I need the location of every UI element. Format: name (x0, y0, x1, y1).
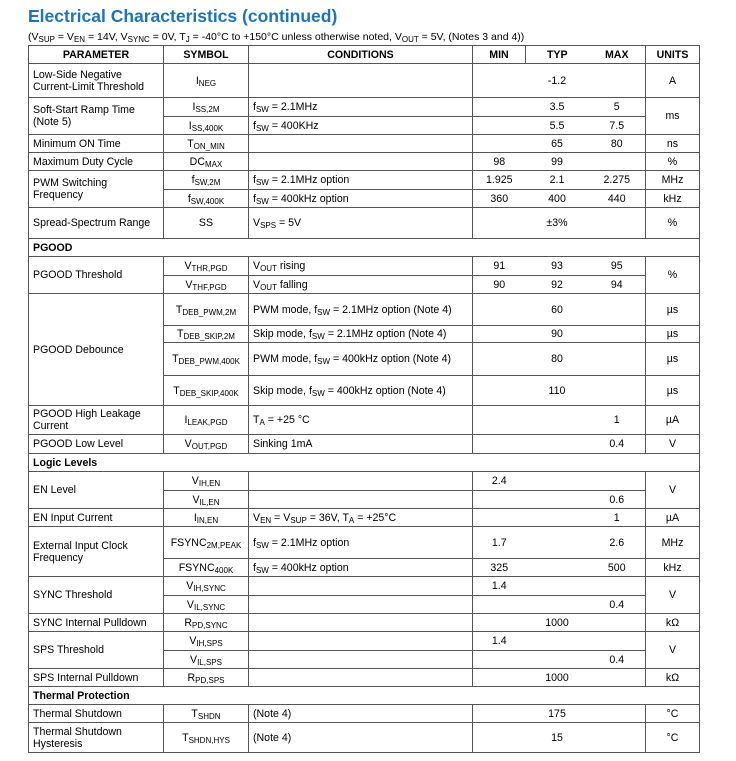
typ-cell: 110 (526, 376, 589, 406)
table-row (29, 257, 700, 276)
conditions-cell (249, 669, 473, 687)
min-cell (473, 98, 526, 117)
conditions-cell: Sinking 1mA (249, 435, 473, 454)
min-cell: 325 (473, 559, 526, 577)
typ-cell (526, 435, 589, 454)
section-heading: PGOOD (29, 239, 700, 257)
typ-cell: 99 (526, 153, 589, 171)
max-cell (589, 326, 646, 343)
max-cell: 0.6 (589, 491, 646, 509)
min-cell (473, 343, 526, 376)
conditions-cell: $V_{OUT}$ rising (249, 257, 473, 276)
min-cell (473, 376, 526, 406)
conditions-cell (249, 632, 473, 651)
parameter-cell: Soft-Start Ramp Time (Note 5) (29, 98, 164, 135)
symbol-cell: $T_{ON\_MIN}$ (164, 135, 249, 153)
conditions-cell: $V_{EN} = V_{SUP} = 36V$, $T_A = +25^\circ C$ (249, 509, 473, 527)
table-row (29, 527, 700, 559)
units-cell: µs (646, 294, 700, 326)
table-body (29, 64, 700, 753)
max-cell (589, 153, 646, 171)
units-cell: % (646, 153, 700, 171)
units-cell: V (646, 435, 700, 454)
typ-cell: 1000 (526, 669, 589, 687)
symbol-cell: $I_{LEAK,PGD}$ (164, 406, 249, 435)
parameter-cell: PGOOD Low Level (29, 435, 164, 454)
symbol-cell: $V_{IH,EN}$ (164, 472, 249, 491)
typ-cell (526, 472, 589, 491)
table-row (29, 171, 700, 190)
symbol-cell: $V_{IH,SPS}$ (164, 632, 249, 651)
units-cell: µA (646, 509, 700, 527)
parameter-cell: EN Level (29, 472, 164, 509)
max-cell (589, 376, 646, 406)
max-cell (589, 64, 646, 98)
units-cell: µs (646, 326, 700, 343)
units-cell: kHz (646, 559, 700, 577)
max-cell (589, 614, 646, 632)
conditions-cell: (Note 4) (249, 723, 473, 753)
symbol-cell: $V_{IH,SYNC}$ (164, 577, 249, 596)
conditions-cell: $f_{SW} = 2.1MHz$ option (249, 171, 473, 190)
min-cell (473, 491, 526, 509)
min-cell (473, 723, 526, 753)
max-cell: 1 (589, 509, 646, 527)
conditions-cell (249, 614, 473, 632)
typ-cell: -1.2 (526, 64, 589, 98)
conditions-cell (249, 135, 473, 153)
parameter-cell: PGOOD High Leakage Current (29, 406, 164, 435)
symbol-cell: $V_{THR,PGD}$ (164, 257, 249, 276)
typ-cell: 175 (526, 705, 589, 723)
max-cell: 2.6 (589, 527, 646, 559)
conditions-cell: $V_{OUT}$ falling (249, 276, 473, 294)
min-cell: 1.4 (473, 632, 526, 651)
parameter-cell: External Input Clock Frequency (29, 527, 164, 577)
parameter-cell: PGOOD Threshold (29, 257, 164, 294)
conditions-cell: $f_{SW} = 2.1MHz$ option (249, 527, 473, 559)
min-cell: 360 (473, 190, 526, 208)
min-cell: 91 (473, 257, 526, 276)
max-cell: 2.275 (589, 171, 646, 190)
symbol-cell: $V_{IL,EN}$ (164, 491, 249, 509)
min-cell: 90 (473, 276, 526, 294)
conditions-cell: $f_{SW} = 400kHz$ option (249, 190, 473, 208)
min-cell (473, 435, 526, 454)
units-cell: µA (646, 406, 700, 435)
electrical-characteristics-table (28, 45, 700, 753)
symbol-cell: $V_{IL,SPS}$ (164, 651, 249, 669)
table-row (29, 98, 700, 117)
units-cell: °C (646, 705, 700, 723)
min-cell: 98 (473, 153, 526, 171)
typ-cell (526, 406, 589, 435)
section-row (29, 454, 700, 472)
conditions-cell: $f_{SW} = 400KHz$ (249, 117, 473, 135)
symbol-cell: SS (164, 208, 249, 239)
max-cell: 95 (589, 257, 646, 276)
symbol-cell: $V_{IL,SYNC}$ (164, 596, 249, 614)
table-row (29, 705, 700, 723)
max-cell (589, 208, 646, 239)
table-row (29, 723, 700, 753)
conditions-cell: $V_{SPS} = 5V$ (249, 208, 473, 239)
symbol-cell: $I_{IN,EN}$ (164, 509, 249, 527)
table-row (29, 294, 700, 326)
max-cell: 7.5 (589, 117, 646, 135)
symbol-cell: $T_{DEB\_SKIP,2M}$ (164, 326, 249, 343)
symbol-cell: $DC_{MAX}$ (164, 153, 249, 171)
min-cell: 1.925 (473, 171, 526, 190)
parameter-cell: EN Input Current (29, 509, 164, 527)
symbol-cell: $FSYNC_{400K}$ (164, 559, 249, 577)
min-cell (473, 596, 526, 614)
max-cell: 94 (589, 276, 646, 294)
table-row (29, 208, 700, 239)
units-cell: MHz (646, 527, 700, 559)
typ-cell: 2.1 (526, 171, 589, 190)
units-cell: % (646, 257, 700, 294)
column-header-typ: TYP (526, 46, 589, 64)
parameter-cell: Low-Side Negative Current-Limit Threshold (29, 64, 164, 98)
min-cell: 1.4 (473, 577, 526, 596)
conditions-cell: $T_A = +25$ °C (249, 406, 473, 435)
table-row (29, 669, 700, 687)
min-cell (473, 509, 526, 527)
max-cell: 80 (589, 135, 646, 153)
section-row (29, 687, 700, 705)
table-row (29, 577, 700, 596)
test-conditions-note: ($V_{SUP} = V_{EN} = 14V$, $V_{SYNC} = 0V$, $T_J = -40^\circ C$ to +150°C unless otherwise noted, $V_{OUT} = 5V$, (Notes 3 and 4)) (28, 31, 525, 44)
symbol-cell: $T_{DEB\_PWM,2M}$ (164, 294, 249, 326)
symbol-cell: $FSYNC_{2M,PEAK}$ (164, 527, 249, 559)
typ-cell: 3.5 (526, 98, 589, 117)
conditions-cell: $f_{SW} = 400kHz$ option (249, 559, 473, 577)
typ-cell: 15 (526, 723, 589, 753)
conditions-cell: PWM mode, $f_{SW} = 2.1MHz$ option (Note 4) (249, 294, 473, 326)
column-header-parameter: PARAMETER (29, 46, 164, 64)
min-cell: 1.7 (473, 527, 526, 559)
conditions-cell (249, 577, 473, 596)
max-cell (589, 472, 646, 491)
symbol-cell: $T_{SHDN}$ (164, 705, 249, 723)
typ-cell: 1000 (526, 614, 589, 632)
symbol-cell: $T_{DEB\_SKIP,400K}$ (164, 376, 249, 406)
typ-cell (526, 577, 589, 596)
max-cell (589, 632, 646, 651)
column-header-units: UNITS (646, 46, 700, 64)
units-cell: V (646, 472, 700, 509)
conditions-cell (249, 472, 473, 491)
max-cell: 0.4 (589, 651, 646, 669)
units-cell: kΩ (646, 614, 700, 632)
table-row (29, 435, 700, 454)
min-cell (473, 651, 526, 669)
min-cell (473, 614, 526, 632)
units-cell: kHz (646, 190, 700, 208)
conditions-cell (249, 491, 473, 509)
typ-cell: 93 (526, 257, 589, 276)
typ-cell (526, 632, 589, 651)
min-cell (473, 669, 526, 687)
table-row (29, 509, 700, 527)
parameter-cell: PGOOD Debounce (29, 294, 164, 406)
units-cell: V (646, 577, 700, 614)
max-cell (589, 705, 646, 723)
typ-cell: ±3% (526, 208, 589, 239)
min-cell (473, 326, 526, 343)
typ-cell (526, 509, 589, 527)
units-cell: µs (646, 343, 700, 376)
parameter-cell: Minimum ON Time (29, 135, 164, 153)
parameter-cell: Thermal Shutdown (29, 705, 164, 723)
symbol-cell: $V_{OUT,PGD}$ (164, 435, 249, 454)
column-header-max: MAX (589, 46, 646, 64)
page-title: Electrical Characteristics (continued) (28, 6, 338, 26)
parameter-cell: SYNC Internal Pulldown (29, 614, 164, 632)
typ-cell: 92 (526, 276, 589, 294)
conditions-cell (249, 153, 473, 171)
typ-cell (526, 491, 589, 509)
min-cell (473, 705, 526, 723)
symbol-cell: $R_{PD,SYNC}$ (164, 614, 249, 632)
symbol-cell: $I_{SS,2M}$ (164, 98, 249, 117)
typ-cell: 60 (526, 294, 589, 326)
typ-cell: 400 (526, 190, 589, 208)
units-cell: % (646, 208, 700, 239)
symbol-cell: $f_{SW,400K}$ (164, 190, 249, 208)
typ-cell: 5.5 (526, 117, 589, 135)
table-row (29, 472, 700, 491)
parameter-cell: SYNC Threshold (29, 577, 164, 614)
symbol-cell: $f_{SW,2M}$ (164, 171, 249, 190)
min-cell (473, 135, 526, 153)
symbol-cell: $V_{THF,PGD}$ (164, 276, 249, 294)
table-row (29, 632, 700, 651)
conditions-cell (249, 64, 473, 98)
max-cell: 0.4 (589, 435, 646, 454)
column-header-symbol: SYMBOL (164, 46, 249, 64)
table-row (29, 135, 700, 153)
symbol-cell: $I_{NEG}$ (164, 64, 249, 98)
max-cell: 5 (589, 98, 646, 117)
max-cell (589, 577, 646, 596)
units-cell: ms (646, 98, 700, 135)
min-cell (473, 406, 526, 435)
units-cell: V (646, 632, 700, 669)
typ-cell: 90 (526, 326, 589, 343)
symbol-cell: $I_{SS,400K}$ (164, 117, 249, 135)
units-cell: ns (646, 135, 700, 153)
units-cell: °C (646, 723, 700, 753)
max-cell (589, 669, 646, 687)
max-cell: 0.4 (589, 596, 646, 614)
typ-cell: 65 (526, 135, 589, 153)
typ-cell (526, 651, 589, 669)
conditions-cell: PWM mode, $f_{SW} = 400kHz$ option (Note 4) (249, 343, 473, 376)
column-header-conditions: CONDITIONS (249, 46, 473, 64)
table-row (29, 153, 700, 171)
max-cell: 440 (589, 190, 646, 208)
typ-cell (526, 596, 589, 614)
section-row (29, 239, 700, 257)
column-header-min: MIN (473, 46, 526, 64)
min-cell: 2.4 (473, 472, 526, 491)
conditions-cell: Skip mode, $f_{SW} = 400kHz$ option (Note 4) (249, 376, 473, 406)
max-cell (589, 294, 646, 326)
parameter-cell: Maximum Duty Cycle (29, 153, 164, 171)
table-row (29, 64, 700, 98)
min-cell (473, 64, 526, 98)
max-cell: 1 (589, 406, 646, 435)
min-cell (473, 208, 526, 239)
typ-cell (526, 527, 589, 559)
table-row (29, 614, 700, 632)
parameter-cell: Thermal Shutdown Hysteresis (29, 723, 164, 753)
parameter-cell: SPS Threshold (29, 632, 164, 669)
min-cell (473, 294, 526, 326)
typ-cell: 80 (526, 343, 589, 376)
conditions-cell: $f_{SW} = 2.1MHz$ (249, 98, 473, 117)
units-cell: kΩ (646, 669, 700, 687)
parameter-cell: SPS Internal Pulldown (29, 669, 164, 687)
parameter-cell: PWM Switching Frequency (29, 171, 164, 208)
section-heading: Logic Levels (29, 454, 700, 472)
conditions-cell: Skip mode, $f_{SW} = 2.1MHz$ option (Note 4) (249, 326, 473, 343)
conditions-cell: (Note 4) (249, 705, 473, 723)
units-cell: µs (646, 376, 700, 406)
conditions-cell (249, 651, 473, 669)
max-cell: 500 (589, 559, 646, 577)
max-cell (589, 723, 646, 753)
max-cell (589, 343, 646, 376)
section-heading: Thermal Protection (29, 687, 700, 705)
symbol-cell: $R_{PD,SPS}$ (164, 669, 249, 687)
min-cell (473, 117, 526, 135)
conditions-cell (249, 596, 473, 614)
header-row (29, 46, 700, 64)
symbol-cell: $T_{DEB\_PWM,400K}$ (164, 343, 249, 376)
units-cell: A (646, 64, 700, 98)
units-cell: MHz (646, 171, 700, 190)
parameter-cell: Spread-Spectrum Range (29, 208, 164, 239)
symbol-cell: $T_{SHDN,HYS}$ (164, 723, 249, 753)
table-row (29, 406, 700, 435)
typ-cell (526, 559, 589, 577)
